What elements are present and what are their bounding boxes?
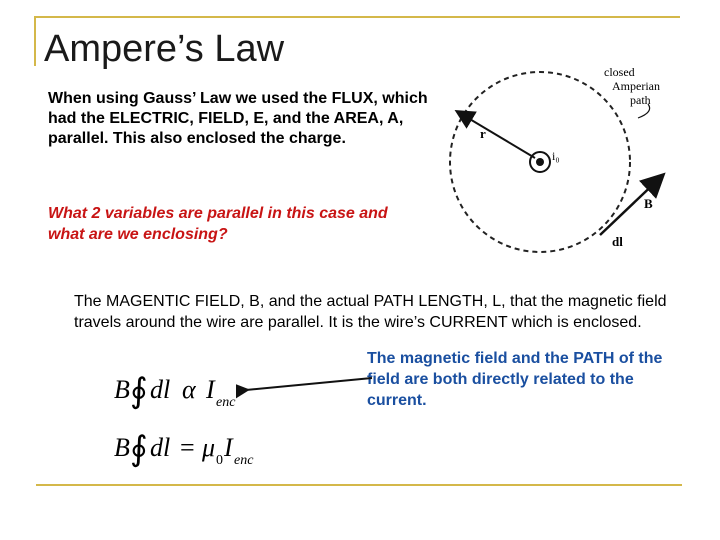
label-io: i₀ <box>552 149 560 163</box>
eq2-B: B <box>114 433 130 462</box>
radius-arrow <box>458 112 535 158</box>
eq2-sub0: 0 <box>216 453 223 468</box>
eq1-I: I <box>206 375 215 404</box>
bottom-rule <box>36 484 682 486</box>
eq1-integral: ∮ <box>130 371 148 411</box>
label-r: r <box>480 126 486 141</box>
eq1-enc: enc <box>216 395 236 410</box>
label-closed: closed <box>604 65 635 79</box>
label-path: path <box>630 93 651 107</box>
note-text: The magnetic field and the PATH of the field are both directly related to the current. <box>367 350 663 409</box>
equation-proportional <box>112 366 252 416</box>
eq2-mu: μ <box>202 433 216 462</box>
intro-text: When using Gauss’ Law we used the FLUX, which had the ELECTRIC, FIELD, E, and the AREA, A, parallel. This also enclosed the charge. <box>48 90 428 147</box>
eq1-dl: dl <box>150 375 171 404</box>
label-amperian: Amperian <box>612 79 660 93</box>
slide-title: Ampere’s Law <box>44 28 285 70</box>
eq2-integral: ∮ <box>130 429 148 469</box>
answer-text: The MAGENTIC FIELD, B, and the actual PATH LENGTH, L, that the magnetic field travels around the wire are parallel. It is the wire’s CURRENT which is enclosed. <box>74 293 667 331</box>
wire-dot <box>536 158 544 166</box>
amperian-loop-diagram <box>440 60 690 260</box>
eq1-B: B <box>114 375 130 404</box>
eq2-equals: = <box>180 433 195 462</box>
label-dl: dl <box>612 234 623 249</box>
left-rule <box>34 16 36 66</box>
b-field-arrow <box>600 176 662 235</box>
eq2-enc: enc <box>234 453 254 468</box>
equation-amperes-law <box>112 424 272 474</box>
eq2-dl: dl <box>150 433 171 462</box>
label-B: B <box>644 196 653 211</box>
question-text: What 2 variables are parallel in this case and what are we enclosing? <box>48 205 388 243</box>
eq1-alpha: α <box>182 375 196 404</box>
eq2-I: I <box>224 433 233 462</box>
pointer-arrow <box>236 370 376 400</box>
top-rule <box>34 16 680 18</box>
